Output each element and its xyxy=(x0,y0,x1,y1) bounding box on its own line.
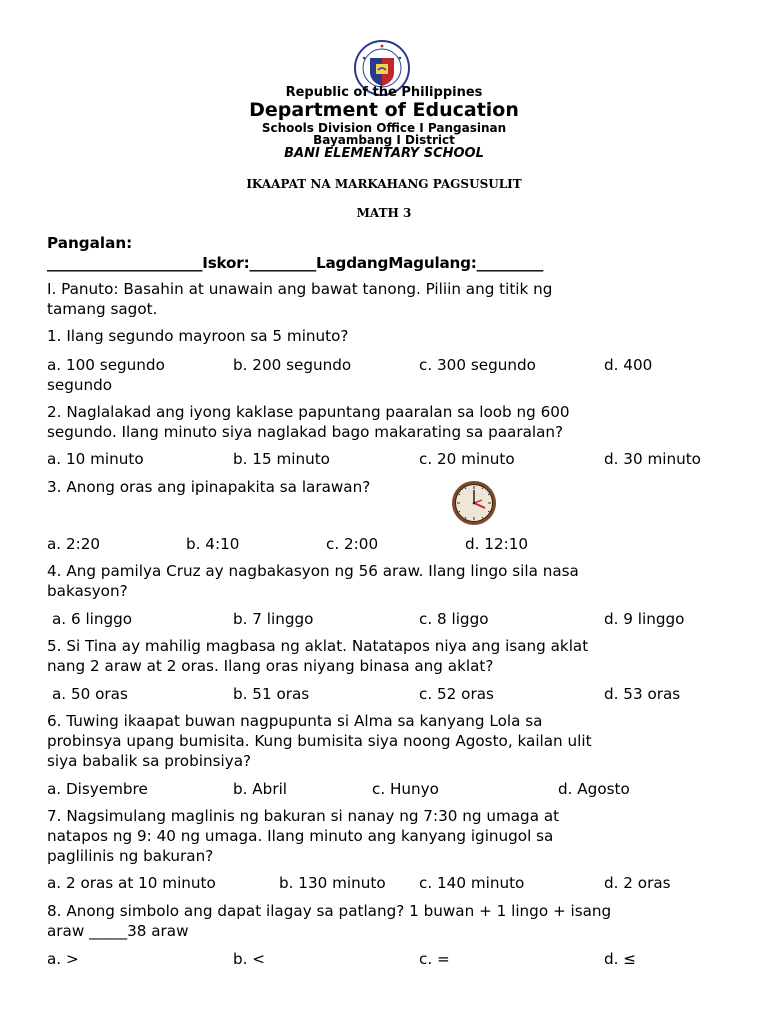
question-6-line-3: siya babalik sa probinsiya? xyxy=(47,752,252,770)
q7-choice-a: a. 2 oras at 10 minuto xyxy=(47,874,216,892)
q4-choice-a: a. 6 linggo xyxy=(52,610,133,628)
q2-choice-b: b. 15 minuto xyxy=(233,450,330,468)
header-school: BANI ELEMENTARY SCHOOL xyxy=(284,146,484,161)
q1-choice-a: a. 100 segundo xyxy=(47,356,165,374)
question-1-text: 1. Ilang segundo mayroon sa 5 minuto? xyxy=(47,327,349,345)
exam-title: IKAAPAT NA MARKAHANG PAGSUSULIT xyxy=(246,177,522,191)
q5-choice-d: d. 53 oras xyxy=(604,685,681,703)
question-6-line-2: probinsya upang bumisita. Kung bumisita siya noong Agosto, kailan ulit xyxy=(47,732,592,750)
q1-choice-c: c. 300 segundo xyxy=(419,356,536,374)
question-7-line-2: natapos ng 9: 40 ng umaga. Ilang minuto ang kanyang iginugol sa xyxy=(47,827,554,845)
q3-choice-c: c. 2:00 xyxy=(326,535,379,553)
q7-choice-c: c. 140 minuto xyxy=(419,874,525,892)
q2-choice-d: d. 30 minuto xyxy=(604,450,701,468)
q3-choice-a: a. 2:20 xyxy=(47,535,101,553)
q6-choice-b: b. Abril xyxy=(233,780,288,798)
q6-choice-a: a. Disyembre xyxy=(47,780,148,798)
q8-choice-b: b. < xyxy=(233,950,266,968)
wall-clock-image xyxy=(451,480,497,526)
question-7-line-1: 7. Nagsimulang maglinis ng bakuran si nanay ng 7:30 ng umaga at xyxy=(47,807,560,825)
question-5-line-1: 5. Si Tina ay mahilig magbasa ng aklat. Natatapos niya ang isang aklat xyxy=(47,637,589,655)
question-7-line-3: paglilinis ng bakuran? xyxy=(47,847,214,865)
q5-choice-b: b. 51 oras xyxy=(233,685,310,703)
q3-choice-b: b. 4:10 xyxy=(186,535,240,553)
question-4-line-1: 4. Ang pamilya Cruz ay nagbakasyon ng 56 araw. Ilang lingo sila nasa xyxy=(47,562,579,580)
q4-choice-d: d. 9 linggo xyxy=(604,610,685,628)
subject-title: MATH 3 xyxy=(356,206,412,220)
q1-choice-d: d. 400 xyxy=(604,356,653,374)
q5-choice-a: a. 50 oras xyxy=(52,685,128,703)
question-8-line-2: araw _____38 araw xyxy=(47,922,189,940)
header-division: Schools Division Office I Pangasinan xyxy=(261,121,507,135)
q2-choice-c: c. 20 minuto xyxy=(419,450,515,468)
header-district: Bayambang I District xyxy=(313,133,455,147)
question-4-line-2: bakasyon? xyxy=(47,582,128,600)
name-label: Pangalan: xyxy=(47,234,133,252)
question-8-line-1: 8. Anong simbolo ang dapat ilagay sa patlang? 1 buwan + 1 lingo + isang xyxy=(47,902,612,920)
q6-choice-c: c. Hunyo xyxy=(372,780,439,798)
q3-choice-d: d. 12:10 xyxy=(465,535,529,553)
q7-choice-b: b. 130 minuto xyxy=(279,874,386,892)
question-3-text: 3. Anong oras ang ipinapakita sa larawan? xyxy=(47,478,371,496)
q6-choice-d: d. Agosto xyxy=(558,780,630,798)
instructions-line-2: tamang sagot. xyxy=(47,300,158,318)
q5-choice-c: c. 52 oras xyxy=(419,685,494,703)
question-2-line-2: segundo. Ilang minuto siya naglakad bago makarating sa paaralan? xyxy=(47,423,564,441)
q1-choice-b: b. 200 segundo xyxy=(233,356,352,374)
q1-choice-d-wrap: segundo xyxy=(47,376,113,394)
q8-choice-a: a. > xyxy=(47,950,79,968)
question-6-line-1: 6. Tuwing ikaapat buwan nagpupunta si Alma sa kanyang Lola sa xyxy=(47,712,543,730)
header-republic: Republic of the Philippines xyxy=(285,85,483,100)
student-fields-line: _____________________Iskor:_________LagdangMagulang:_________ xyxy=(47,254,544,272)
q4-choice-c: c. 8 liggo xyxy=(419,610,489,628)
q4-choice-b: b. 7 linggo xyxy=(233,610,314,628)
q7-choice-d: d. 2 oras xyxy=(604,874,671,892)
header-department: Department of Education xyxy=(249,99,519,121)
question-5-line-2: nang 2 araw at 2 oras. Ilang oras niyang binasa ang aklat? xyxy=(47,657,494,675)
q8-choice-c: c. = xyxy=(419,950,450,968)
q8-choice-d: d. ≤ xyxy=(604,950,637,968)
instructions-line-1: I. Panuto: Basahin at unawain ang bawat tanong. Piliin ang titik ng xyxy=(47,280,553,298)
question-2-line-1: 2. Naglalakad ang iyong kaklase papuntang paaralan sa loob ng 600 xyxy=(47,403,570,421)
q2-choice-a: a. 10 minuto xyxy=(47,450,144,468)
